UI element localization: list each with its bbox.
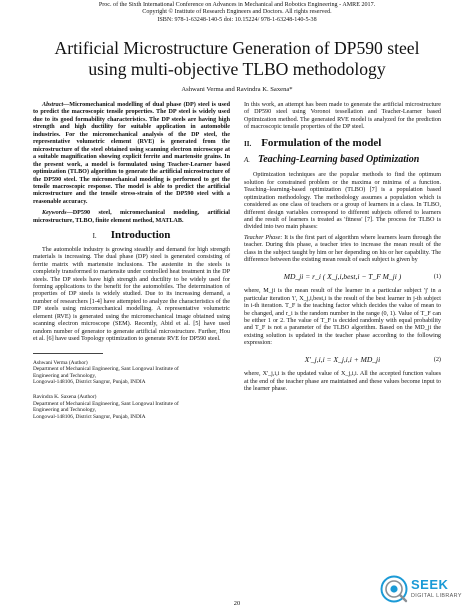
header-line-3: ISBN: 978-1-63248-140-5 doi: 10.15224/ 978-1-63248-140-5-38 [157,16,317,23]
header-line-2: Copyright © Institute of Research Engineers and Doctors. All rights reserved. [142,9,332,16]
introduction-text: The automobile industry is growing steadily and demand for high strength materials is increasing. The dual phase (DP) steel is generated consisting of ferrite matrix with martensite inclusions. The austenite in the steels is completely transformed to martensite under controlled heat treatment in the DP steels. The DP steels have high strength and ductility to be widely used for forming applications to the benefit for the automobiles. The determination of properties of DP steels is widely studied. Due to its increasing demand, a number of researchers [1-4] have attempted to analyze the characteristics of the DP steels using micromechanical modelling. A representative volumetric element (RVE) is generated using the micromechanical image obtained using scanning electron microscope (SEM). Recently, Abid et al. [5] have used random number of generator to generate artificial microstructure. Further, Hou et al. [6] have used Topology optimization to generate RVE for DP590 steel. [33,246,230,343]
affiliation-1-name: Ashwani Verma (Author) [33,359,88,366]
left-column [33,102,230,428]
abstract-text: —Micromechanical modelling of dual phase (DP) steel is used to predict the macroscopic tensile properties. The DP steel is widely used due to its good formability characteristics. The DP steels are having high strength and high ductility for suitable application in automobile industries. For the micromechanical analysis of the DP steel, the representative volumetric element (RVE) is generated from the microstructure of the steel obtained using scanning electron microscope at a suitable magnification showing explicit ferrite and martensite grains. In the present work, a model is formulated using Teacher-Learner based optimization (TLBO) algorithm to generate the artificial microstructure of the DP590 steel. The micromechanical modeling is performed to get the tensile macroscopic response. The model is able to predict the artificial microstructure and the tensile stress-strain of the DP590 steel with a reasonable accuracy. [33,102,230,205]
right-column [244,102,441,396]
equation-1 [244,273,441,280]
equation-2-explanation: where, X'_j,i,i is the updated value of X_j,i,i. All the accepted function values at the end of the teacher phase are maintained and these values become input to the learner phase. [244,371,441,393]
keywords-label: Keywords [42,210,67,217]
teacher-phase-label: Teacher Phase: [244,234,283,241]
section-1-title: Introduction [110,229,171,242]
equation-2-number: (2) [433,355,441,363]
footnote-rule [33,353,103,354]
equation-2 [244,356,441,363]
equation-1-body: MD_ji = r_i ( X_j,i,best,i − T_F M_ji ) [283,271,402,281]
equation-1-number: (1) [433,272,441,280]
equation-1-explanation: where, M_ji is the mean result of the learner in a particular subject 'j' in a particular iteration 'i', X_j,i,best,i is the result of the best learner in j-th subject in i-th iteration. T_F is the teaching factor which decides the value of mean to be changed, and r_i is the random number in the range (0, 1). Value of T_F can be either 1 or 2. The value of T_F is decided randomly with equal probability and T_F is not a parameter of the TLBO algorithm. Based on the MD_ji the existing solution is updated in the teacher phase according to the following expression: [244,288,441,347]
subsection-a-title: Teaching-Learning based Optimization [258,154,420,166]
work-intro: In this work, an attempt has been made to generate the artificial microstructure of DP590 steel using Voronoi tessellation and Teacher-Learner based Optimization method. The generated RVE model is analyzed for the prediction of macroscopic tensile properties of the DP steel. [244,102,441,131]
equation-2-body: X'_j,i,i = X_j,i,i + MD_ji [304,354,381,364]
subsection-a-number: A. [244,156,251,165]
section-2-number: II. [244,139,252,148]
affiliation-1-line-3: Longowal-148106, District Sangrur, Punjab, INDIA [33,379,146,386]
abstract [33,102,230,206]
abstract-label: Abstract [42,102,64,108]
affiliation-1-line-2: Engineering and Technology, [33,372,97,379]
tlbo-description: Optimization techniques are the popular methods to find the optimum solution for constrained problem or the maxima or minima of a function. Teaching–learning-based optimization (TLBO) [7] is a population based optimization methodology. The methodology assumes a population which is considered as one class of teachers or a group of learners in a class. In TLBO, different design variables correspond to different subjects offered to learners and the result of learners is treated as 'fitness' [7]. The process for TLBO is divided into two main phases: [244,172,441,231]
teacher-phase [244,235,441,265]
paper-authors: Ashwani Verma and Ravindra K. Saxena* [181,86,293,93]
title-line-1: Artificial Microstructure Generation of DP590 steel [54,38,420,58]
affiliation-2-line-1: Department of Mechanical Engineering, Sant Longowal Institute of [33,400,179,407]
seek-logo-icon [380,575,408,603]
conference-header [0,2,474,24]
affiliation-2 [33,394,230,420]
section-2-heading [244,136,441,149]
seek-digital-library-logo [380,573,470,605]
section-1-number: I. [92,232,97,241]
page-number: 20 [233,600,241,607]
section-2-title: Formulation of the model [261,136,382,149]
keywords [33,210,230,225]
subsection-a-heading [244,154,441,166]
teacher-phase-text: It is the first part of algorithm where learners learn through the teacher. During this phase, a teacher tries to increase the mean result of the class in the subject taught by him or her depending on his or her capability. The difference between the existing mean result of each subject is given by [244,234,441,264]
title-line-2: using multi-objective TLBO methodology [88,59,386,79]
affiliation-2-name: Ravindra K. Saxena (Author) [33,393,97,400]
keywords-text: —DP590 steel, micromechanical modeling, artificial microstructure, TLBO, finite element method, MATLAB. [33,210,230,224]
affiliation-1 [33,360,230,386]
logo-subtitle: DIGITAL LIBRARY [411,593,462,599]
paper-title [0,38,474,80]
logo-brand: SEEK [411,577,449,592]
affiliation-2-line-3: Longowal-148106, District Sangrur, Punjab, INDIA [33,413,146,420]
affiliation-1-line-1: Department of Mechanical Engineering, Sant Longowal Institute of [33,366,179,373]
header-line-1: Proc. of the Sixth International Conference on Advances in Mechanical and Robotics Engineering - AMRE 2017. [98,2,376,8]
affiliation-2-line-2: Engineering and Technology, [33,407,97,414]
section-1-heading [33,229,230,242]
